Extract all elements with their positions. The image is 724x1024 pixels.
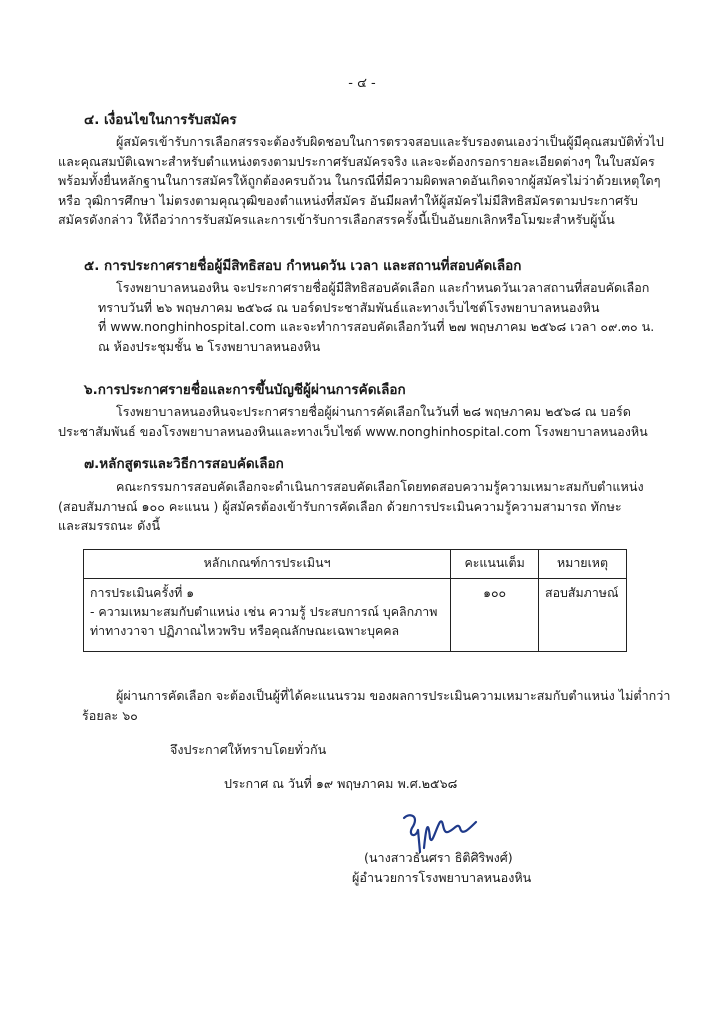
- section-4-line: พร้อมทั้งยื่นหลักฐานในการสมัครให้ถูกต้องครบถ้วน ในกรณีที่มีความผิดพลาดอันเกิดจากผู้สมัครไม่ว่าด้วยเหตุใดๆ: [58, 173, 661, 188]
- section-6-body: [58, 402, 648, 441]
- section-7-line: และสมรรถนะ ดังนี้: [58, 518, 161, 533]
- section-5-body: [98, 278, 655, 356]
- section-7-title: ๗.หลักสูตรและวิธีการสอบคัดเลือก: [84, 456, 284, 472]
- criteria-table: [83, 549, 627, 652]
- table-header-full-score: คะแนนเต็ม: [451, 550, 539, 579]
- section-5-line: โรงพยาบาลหนองหิน จะประกาศรายชื่อผู้มีสิทธิสอบคัดเลือก และกำหนดวันเวลาสถานที่สอบคัดเลือก: [116, 280, 650, 295]
- pass-line: ผู้ผ่านการคัดเลือก จะต้องเป็นผู้ที่ได้คะแนนรวม ของผลการประเมินความเหมาะสมกับตำแหน่ง ไม่ต่ำกว่า: [116, 688, 671, 703]
- closing-text: จึงประกาศให้ทราบโดยทั่วกัน: [170, 742, 327, 757]
- criteria-line: การประเมินครั้งที่ ๑: [90, 585, 195, 600]
- section-4-title: ๔. เงื่อนไขในการรับสมัคร: [84, 112, 237, 128]
- table-header-note: หมายเหตุ: [539, 550, 627, 579]
- signer-name: (นางสาวธันศรา ธิติศิริพงศ์): [364, 850, 513, 865]
- section-5-line: ณ ห้องประชุมชั้น ๒ โรงพยาบาลหนองหิน: [98, 338, 321, 354]
- section-7-line: (สอบสัมภาษณ์ ๑๐๐ คะแนน ) ผู้สมัครต้องเข้ารับการคัดเลือก ด้วยการประเมินความรู้ความสามารถ ทักษะ: [58, 498, 622, 514]
- announce-date: ประกาศ ณ วันที่ ๑๙ พฤษภาคม พ.ศ.๒๕๖๘: [224, 776, 458, 791]
- section-5-line: ทราบวันที่ ๒๖ พฤษภาคม ๒๕๖๘ ณ บอร์ดประชาสัมพันธ์และทางเว็บไซต์โรงพยาบาลหนองหิน: [98, 299, 600, 315]
- section-6-line: โรงพยาบาลหนองหินจะประกาศรายชื่อผู้ผ่านการคัดเลือกในวันที่ ๒๘ พฤษภาคม ๒๕๖๘ ณ บอร์ด: [116, 404, 631, 419]
- section-6-title: ๖.การประกาศรายชื่อและการขึ้นบัญชีผู้ผ่านการคัดเลือก: [84, 382, 406, 398]
- section-4-line: หรือ วุฒิการศึกษา ไม่ตรงตามคุณวุฒิของตำแหน่งที่สมัคร อันมีผลทำให้ผู้สมัครไม่มีสิทธิสมัครตามประกาศรับ: [58, 192, 638, 208]
- criteria-line: ท่าทางวาจา ปฏิภาณไหวพริบ หรือคุณลักษณะเฉพาะบุคคล: [90, 623, 400, 638]
- section-6-line: ประชาสัมพันธ์ ของโรงพยาบาลหนองหินและทางเว็บไซต์ www.nonghinhospital.com โรงพยาบาลหนองหิน: [58, 423, 648, 439]
- section-5-title: ๕. การประกาศรายชื่อผู้มีสิทธิสอบ กำหนดวัน เวลา และสถานที่สอบคัดเลือก: [84, 258, 522, 274]
- section-4-body: [58, 132, 664, 230]
- table-header-criteria: หลักเกณฑ์การประเมินฯ: [84, 550, 451, 579]
- pass-line: ร้อยละ ๖๐: [82, 707, 138, 723]
- table-row: [84, 579, 627, 652]
- table-cell-score: ๑๐๐: [451, 579, 539, 652]
- section-5-line: ที่ www.nonghinhospital.com และจะทำการสอบคัดเลือกวันที่ ๒๗ พฤษภาคม ๒๕๖๘ เวลา ๐๙.๓๐ น.: [98, 319, 655, 334]
- section-7-body: [58, 477, 644, 536]
- section-4-line: ผู้สมัครเข้ารับการเลือกสรรจะต้องรับผิดชอบในการตรวจสอบและรับรองตนเองว่าเป็นผู้มีคุณสมบัติทั่วไป: [116, 134, 664, 149]
- page-number: - ๔ -: [348, 76, 376, 91]
- section-4-line: สมัครดังกล่าว ให้ถือว่าการรับสมัครและการเข้ารับการเลือกสรรครั้งนี้เป็นอันยกเลิกหรือโมฆะสำหรับผู้นั้น: [58, 212, 615, 227]
- signer-title: ผู้อำนวยการโรงพยาบาลหนองหิน: [352, 870, 532, 885]
- table-cell-note: สอบสัมภาษณ์: [539, 579, 627, 652]
- section-4-line: และคุณสมบัติเฉพาะสำหรับตำแหน่งตรงตามประกาศรับสมัครจริง และจะต้องกรอกรายละเอียดต่างๆ ในใบสมัคร: [58, 153, 655, 169]
- table-header-row: [84, 550, 627, 579]
- section-7-line: คณะกรรมการสอบคัดเลือกจะดำเนินการสอบคัดเลือกโดยทดสอบความรู้ความเหมาะสมกับตำแหน่ง: [116, 479, 644, 494]
- pass-criteria: [82, 686, 671, 725]
- table-cell-criteria: [84, 579, 451, 652]
- criteria-line: - ความเหมาะสมกับตำแหน่ง เช่น ความรู้ ประสบการณ์ บุคลิกภาพ: [90, 604, 438, 619]
